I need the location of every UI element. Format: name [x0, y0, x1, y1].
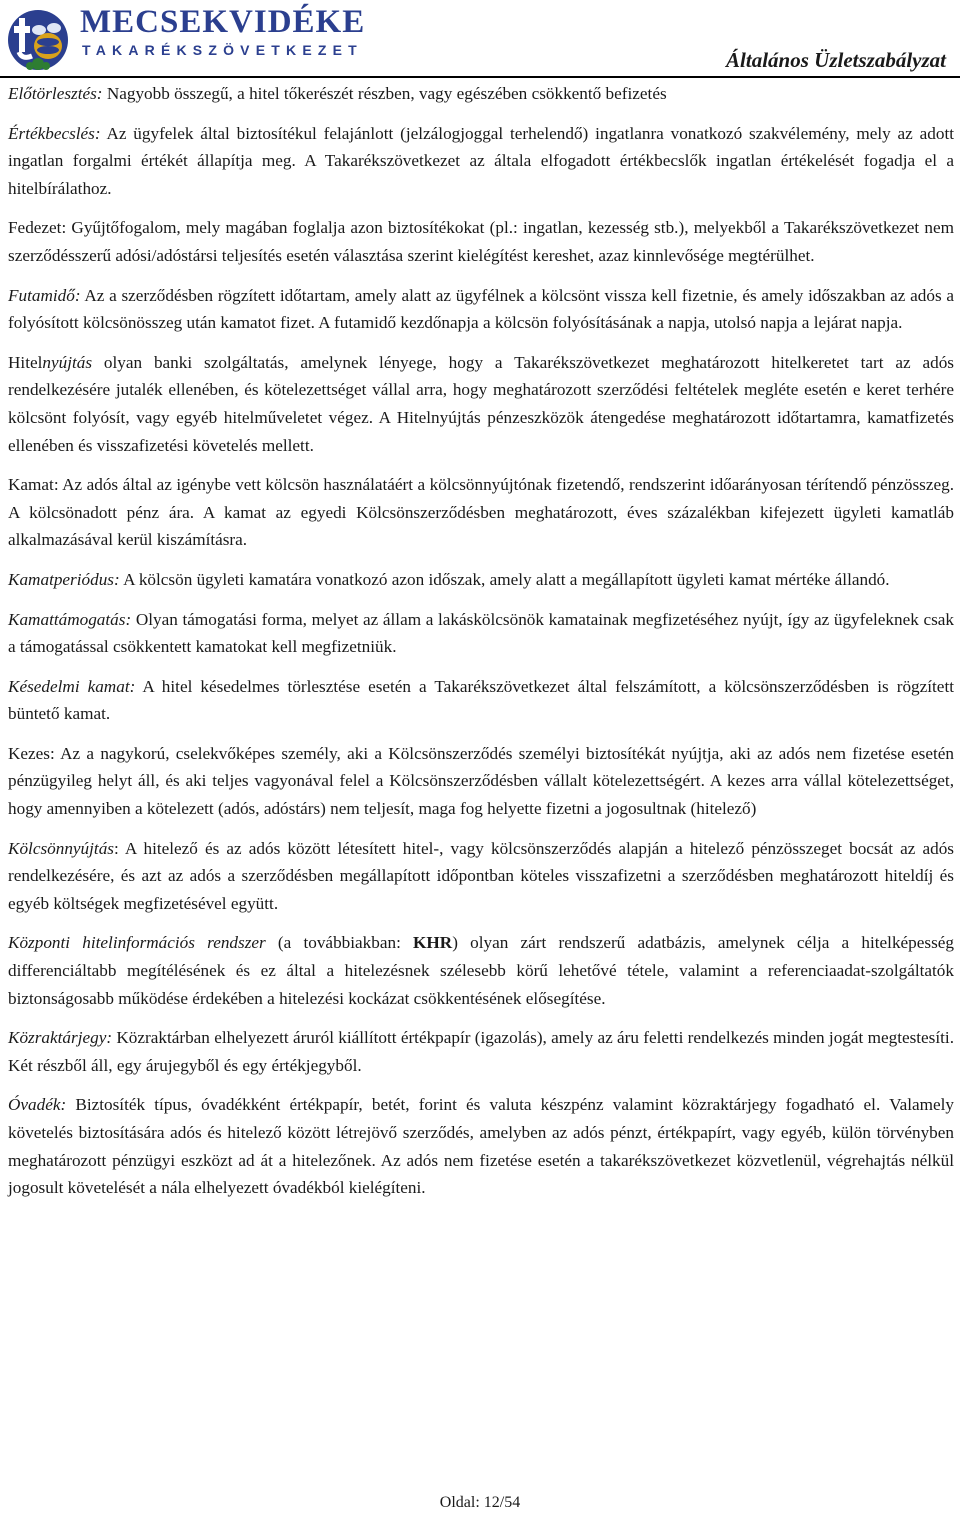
- definition-term: Óvadék:: [8, 1095, 67, 1115]
- definitions-list: [8, 80, 954, 1214]
- definition-kezes: [8, 740, 954, 823]
- definition-term: Kamatperiódus:: [8, 569, 120, 589]
- header-divider: [0, 76, 960, 78]
- brand-subtitle: TAKARÉKSZÖVETKEZET: [82, 42, 363, 58]
- definition-hitelnyujtas: [8, 349, 954, 459]
- definition-fedezet: [8, 214, 954, 269]
- definition-term: Kezes:: [8, 743, 55, 763]
- definition-kamatperiodus: [8, 566, 954, 594]
- definition-term-prefix: Hitel: [8, 352, 43, 372]
- definition-elotorlesztes: [8, 80, 954, 108]
- definition-term: Futamidő:: [8, 285, 81, 305]
- definition-text: Közraktárban elhelyezett áruról kiállított értékpapír (igazolás), amely az áru feletti rendelkezés minden jogát megtestesíti. Két részből áll, egy árujegyből és egy értékjegyből.: [8, 1028, 954, 1075]
- page-header: [0, 0, 960, 80]
- definition-term: Kamattámogatás:: [8, 609, 132, 629]
- bank-logo-icon: [6, 6, 70, 72]
- definition-kamat: [8, 471, 954, 554]
- definition-text: Gyűjtőfogalom, mely magában foglalja azon biztosítékokat (pl.: ingatlan, kezesség stb.), melyekből a Takarékszövetkezet nem szerződésszerű adósi/adóstársi teljesítés esetén választása szerint kielégítést kereshet, azaz kinnlevősége megtérülhet.: [8, 218, 954, 265]
- definition-text: olyan banki szolgáltatás, amelynek lényege, hogy a Takarékszövetkezet meghatározott hitelkeretet tart az adós rendelkezésére jutalék ellenében, és kötelezettséget vállal arra, hogy meghatározott szerződési feltételek megléte esetén e keret terhére kölcsönt folyósít, vagy egyéb hitelműveletet végez. A Hitelnyújtás pénzeszközök átengedése meghatározott időtartamra, kamatfizetés ellenében és visszafizetési követelés mellett.: [8, 352, 954, 455]
- definition-keyword: KHR: [413, 933, 453, 953]
- definition-term: Központi hitelinformációs rendszer: [8, 933, 266, 953]
- definition-futamido: [8, 282, 954, 337]
- definition-term: Fedezet:: [8, 218, 67, 238]
- definition-kolcsonnyujtas: [8, 835, 954, 918]
- definition-text: Az adós által az igénybe vett kölcsön használatáért a kölcsönnyújtónak fizetendő, rendszerint időarányosan térítendő pénzösszeg. A kölcsönadott pénz ára. A kamat az egyedi Kölcsönszerződésben meghatározott, éves százalékban kifejezett ügyleti kamatláb alkalmazásával kerül kiszámításra.: [8, 475, 954, 550]
- brand-name: MECSEKVIDÉKE: [80, 4, 366, 40]
- definition-text: A kölcsön ügyleti kamatára vonatkozó azon időszak, amely alatt a megállapított ügyleti kamat mértéke állandó.: [119, 569, 890, 589]
- definition-term: Előtörlesztés:: [8, 84, 103, 103]
- definition-ertekbecsles: [8, 120, 954, 203]
- definition-text: : A hitelező és az adós között létesített hitel-, vagy kölcsönszerződés alapján a hitelező pénzösszeget bocsát az adós rendelkezésére, és azt az adós a szerződésben megállapított időpontban köteles visszafizetni a szerződésben meghatározott hiteldíj és egyéb költségek megfizetésével együtt.: [8, 838, 954, 913]
- definition-text-continued: ) olyan zárt rendszerű adatbázis, amelynek célja a hitelképesség differenciáltabb megítélésének és ez által a hitelezésnek szélesebb körű lehetővé tétele, valamint a referenciaadat-szolgáltatók biztonságosabb működése érdekében a hitelezési kockázat csökkentésének elősegítése.: [8, 933, 954, 1008]
- definition-term: Értékbecslés:: [8, 123, 101, 143]
- definition-text: Biztosíték típus, óvadékként értékpapír, betét, forint és valuta készpénz valamint közraktárjegy fogadható el. Valamely követelés biztosítására adós és hitelező között létrejövő szerződés, amelyben az adós pénzt, értékpapírt, vagy egyéb, külön törvényben meghatározott pénzügyi eszközt ad át a hitelezőnek. Az adós nem fizetése esetén a takarékszövetkezet közvetlenül, végrehajtás nélkül jogosult követelését a nála elhelyezett óvadékból kielégíteni.: [8, 1095, 954, 1198]
- definition-text: (a továbbiakban:: [265, 933, 414, 953]
- definition-term: Késedelmi kamat:: [8, 676, 136, 696]
- definition-text: A hitel késedelmes törlesztése esetén a Takarékszövetkezet által felszámított, a kölcsönszerződésben is rögzített büntető kamat.: [8, 676, 954, 724]
- definition-text: Olyan támogatási forma, melyet az állam a lakáskölcsönök kamatainak megfizetéséhez nyújt, így az ügyfeleknek csak a támogatással csökkentett kamatokat kell megfizetniük.: [8, 609, 954, 657]
- page-number: Oldal: 12/54: [439, 1494, 521, 1511]
- definition-text: Az a nagykorú, cselekvőképes személy, aki a Kölcsönszerződés személyi biztosítékát nyújtja, aki az adós nem fizetése esetén pénzügyileg helyt áll, és aki teljes vagyonával felel a Kölcsönszerződésben vállalt kötelezettségért. A kezes arra vállal kötelezettséget, hogy amennyiben a kötelezett (adós, adóstárs) nem teljesít, maga fog helyette fizetni a jogosultnak (hitelező): [8, 743, 954, 819]
- definition-term: Közraktárjegy:: [8, 1028, 113, 1048]
- definition-ovadek: [8, 1091, 954, 1201]
- document-title: Általános Üzletszabályzat: [726, 48, 946, 72]
- definition-term: nyújtás: [42, 352, 93, 372]
- definition-term: Kamat:: [8, 475, 59, 495]
- definition-khr: [8, 929, 954, 1012]
- definition-kesedelmi-kamat: [8, 673, 954, 728]
- definition-text: Az ügyfelek által biztosítékul felajánlott (jelzálogjoggal terhelendő) ingatlanra vonatkozó szakvélemény, mely az adott ingatlan forgalmi értékét állapítja meg. A Takarékszövetkezet az általa elfogadott értékbecslők ingatlan értékelését fogadja el a hitelbírálathoz.: [8, 123, 954, 198]
- definition-kozraktarjegy: [8, 1024, 954, 1079]
- definition-text: Az a szerződésben rögzített időtartam, amely alatt az ügyfélnek a kölcsönt vissza kell fizetnie, és amely időszakban az adós a folyósított kölcsönösszeg után kamatot fizet. A futamidő kezdőnapja a kölcsön folyósításának a napja, utolsó napja a lejárat napja.: [8, 285, 954, 333]
- definition-term: Kölcsönnyújtás: [8, 838, 114, 858]
- definition-text: Nagyobb összegű, a hitel tőkerészét részben, vagy egészében csökkentő befizetés: [102, 84, 667, 103]
- definition-kamattamogatas: [8, 606, 954, 661]
